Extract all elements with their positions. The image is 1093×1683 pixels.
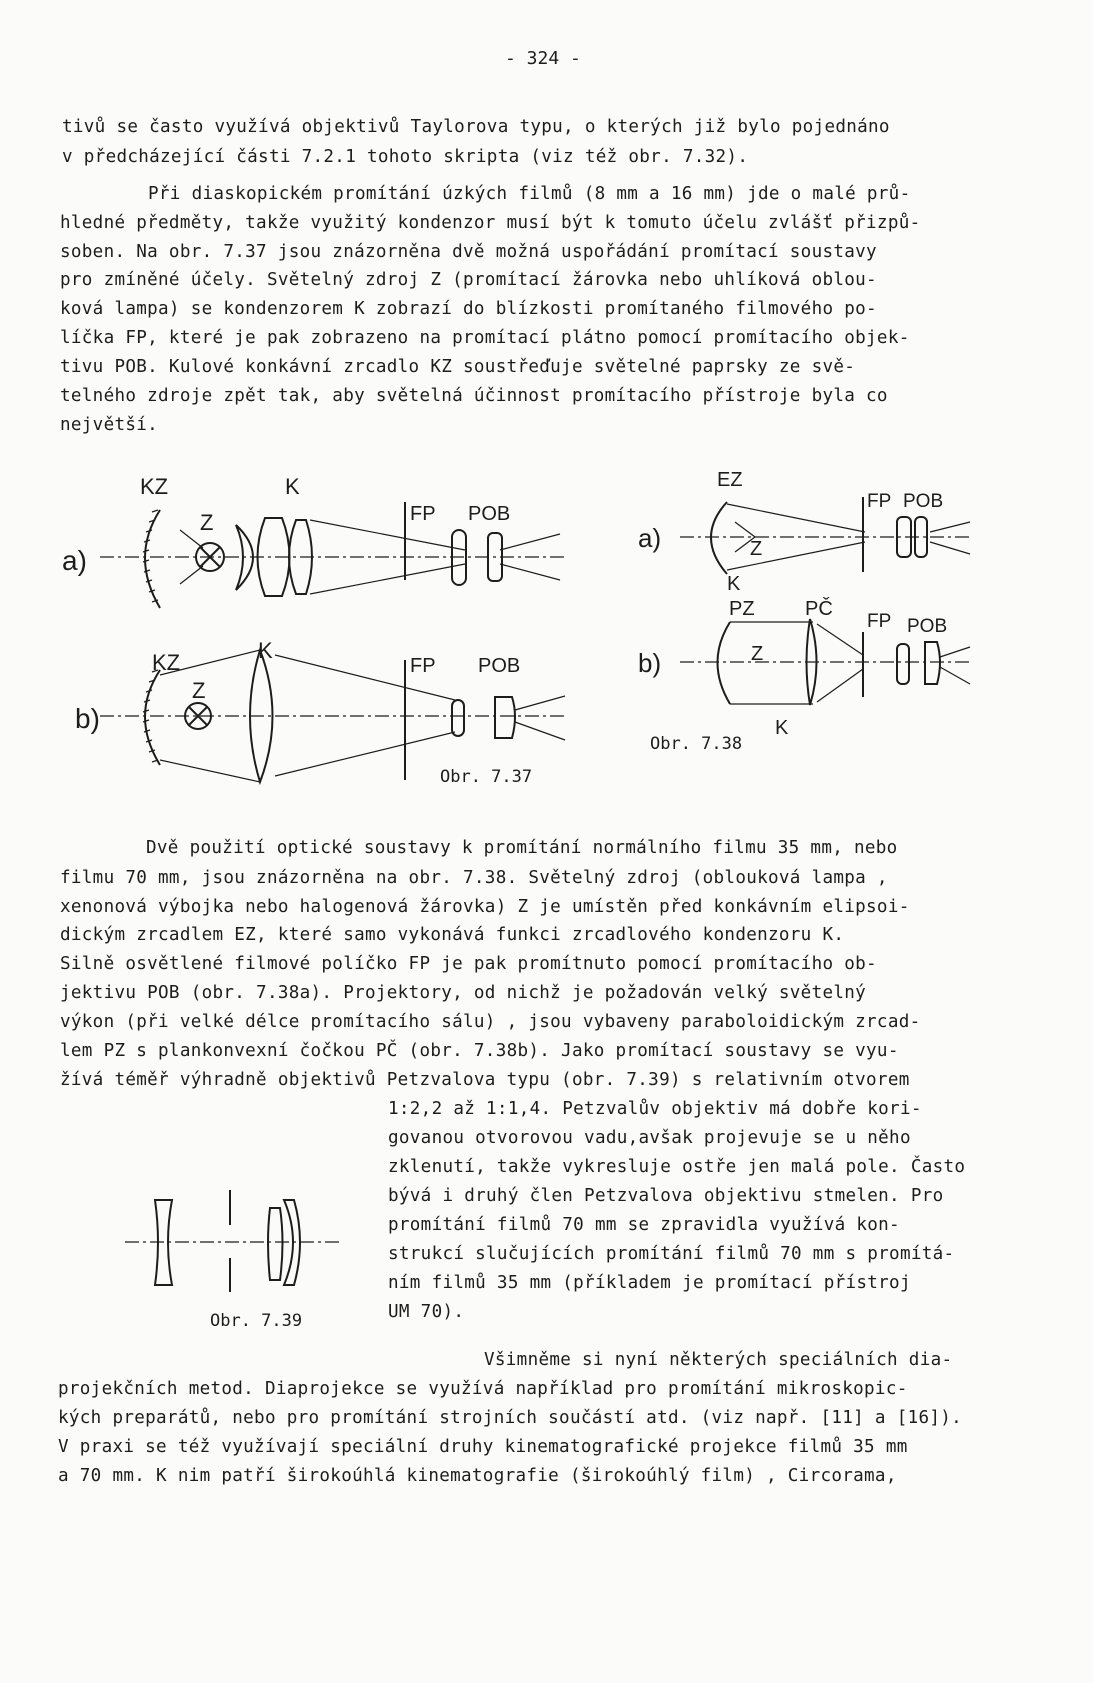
label-pob-a: POB (903, 491, 944, 512)
label-fp-b: FP (410, 655, 436, 677)
text-line: ková lampa) se kondenzorem K zobrazí do blízkosti promítaného filmového po- (60, 299, 877, 319)
figure-7-38 (635, 462, 975, 762)
label-pob-b: POB (907, 616, 948, 637)
text-line: výkon (při velké délce promítacího sálu) , jsou vybaveny paraboloidickým zrcad- (60, 1012, 921, 1032)
figure-caption: Obr. 7.37 (440, 767, 533, 787)
text-line: v předcházející části 7.2.1 tohoto skripta (viz též obr. 7.32). (62, 147, 749, 167)
label-fp-a: FP (867, 491, 892, 512)
text-line: zklenutí, takže vykresluje ostře jen malá pole. Často (388, 1157, 966, 1177)
figure-caption: Obr. 7.38 (650, 734, 743, 754)
text-line: jektivu POB (obr. 7.38a). Projektory, od nichž je požadován velký světelný (60, 983, 867, 1003)
label-z-a: Z (200, 510, 214, 535)
label-pob-a: POB (468, 503, 511, 525)
label-a: a) (638, 523, 662, 553)
text-line: V praxi se též využívají speciální druhy kinematografické projekce filmů 35 mm (58, 1437, 908, 1457)
label-fp-a: FP (410, 503, 436, 525)
text-line: žívá téměř výhradně objektivů Petzvalova typu (obr. 7.39) s relativním otvorem (60, 1070, 910, 1090)
figure-caption: Obr. 7.39 (210, 1311, 303, 1331)
text-line: největší. (60, 415, 159, 435)
text-line: govanou otvorovou vadu,avšak projevuje se u něho (388, 1128, 911, 1148)
text-line: líčka FP, které je pak zobrazeno na promítací plátno pomocí promítacího objek- (60, 328, 910, 348)
label-z-b: Z (192, 678, 206, 703)
label-fp-b: FP (867, 611, 892, 632)
label-pob-b: POB (478, 655, 521, 677)
text-line: pro zmíněné účely. Světelný zdroj Z (promítací žárovka nebo uhlíková oblou- (60, 270, 877, 290)
text-line: lem PZ s plankonvexní čočkou PČ (obr. 7.38b). Jako promítací soustavy se vyu- (60, 1041, 899, 1061)
text-line: Silně osvětlené filmové políčko FP je pak promítnuto pomocí promítacího ob- (60, 954, 877, 974)
label-b: b) (638, 648, 662, 678)
label-k-a: K (285, 474, 300, 499)
text-line: xenonová výbojka nebo halogenová žárovka) Z je umístěn před konkávním elipsoi- (60, 897, 910, 917)
figure-7-39 (120, 1180, 350, 1330)
label-k-a: K (727, 573, 741, 595)
label-k-b: K (775, 717, 789, 739)
text-line: strukcí slučujících promítání filmů 70 mm s promítá- (388, 1244, 955, 1264)
text-line: Všimněme si nyní některých speciálních dia- (484, 1350, 953, 1370)
label-k-b: K (258, 638, 273, 663)
text-line: a 70 mm. K nim patří širokoúhlá kinematografie (širokoúhlý film) , Circorama, (58, 1466, 897, 1486)
text-line: kých preparátů, nebo pro promítání strojních součástí atd. (viz např. [11] a [16]). (58, 1408, 963, 1428)
label-pz: PZ (729, 598, 755, 620)
label-kz-b: KZ (152, 650, 181, 675)
text-line: dickým zrcadlem EZ, které samo vykonává funkci zrcadlového kondenzoru K. (60, 925, 845, 945)
text-line: filmu 70 mm, jsou znázorněna na obr. 7.38. Světelný zdroj (oblouková lampa , (60, 868, 888, 888)
text-line: Dvě použití optické soustavy k promítání normálního filmu 35 mm, nebo (146, 838, 898, 858)
label-a: a) (62, 545, 87, 576)
text-line: Při diaskopickém promítání úzkých filmů (8 mm a 16 mm) jde o malé prů- (148, 184, 911, 204)
label-pc: PČ (805, 598, 833, 620)
text-line: UM 70). (388, 1302, 465, 1322)
text-line: hledné předměty, takže využitý kondenzor musí být k tomuto účelu zvlášť přizpů- (60, 213, 921, 233)
text-line: soben. Na obr. 7.37 jsou znázorněna dvě možná uspořádání promítací soustavy (60, 242, 877, 262)
text-line: projekčních metod. Diaprojekce se využívá například pro promítání mikroskopic- (58, 1379, 908, 1399)
text-line: tivů se často využívá objektivů Taylorova typu, o kterých již bylo pojednáno (62, 117, 890, 137)
label-z-b: Z (751, 643, 764, 665)
text-line: tivu POB. Kulové konkávní zrcadlo KZ soustřeďuje světelné paprsky ze svě- (60, 357, 856, 377)
label-b: b) (75, 703, 100, 734)
label-ez: EZ (717, 469, 743, 491)
text-line: ním filmů 35 mm (příkladem je promítací přístroj (388, 1273, 911, 1293)
label-kz-a: KZ (140, 474, 169, 499)
figure-7-37 (60, 460, 590, 800)
text-line: bývá i druhý člen Petzvalova objektivu stmelen. Pro (388, 1186, 944, 1206)
page-number: - 324 - (505, 48, 581, 69)
text-line: telného zdroje zpět tak, aby světelná účinnost promítacího přístroje byla co (60, 386, 888, 406)
text-line: 1:2,2 až 1:1,4. Petzvalův objektiv má dobře kori- (388, 1099, 922, 1119)
text-line: promítání filmů 70 mm se zpravidla využívá kon- (388, 1215, 900, 1235)
label-z-a: Z (750, 538, 763, 560)
